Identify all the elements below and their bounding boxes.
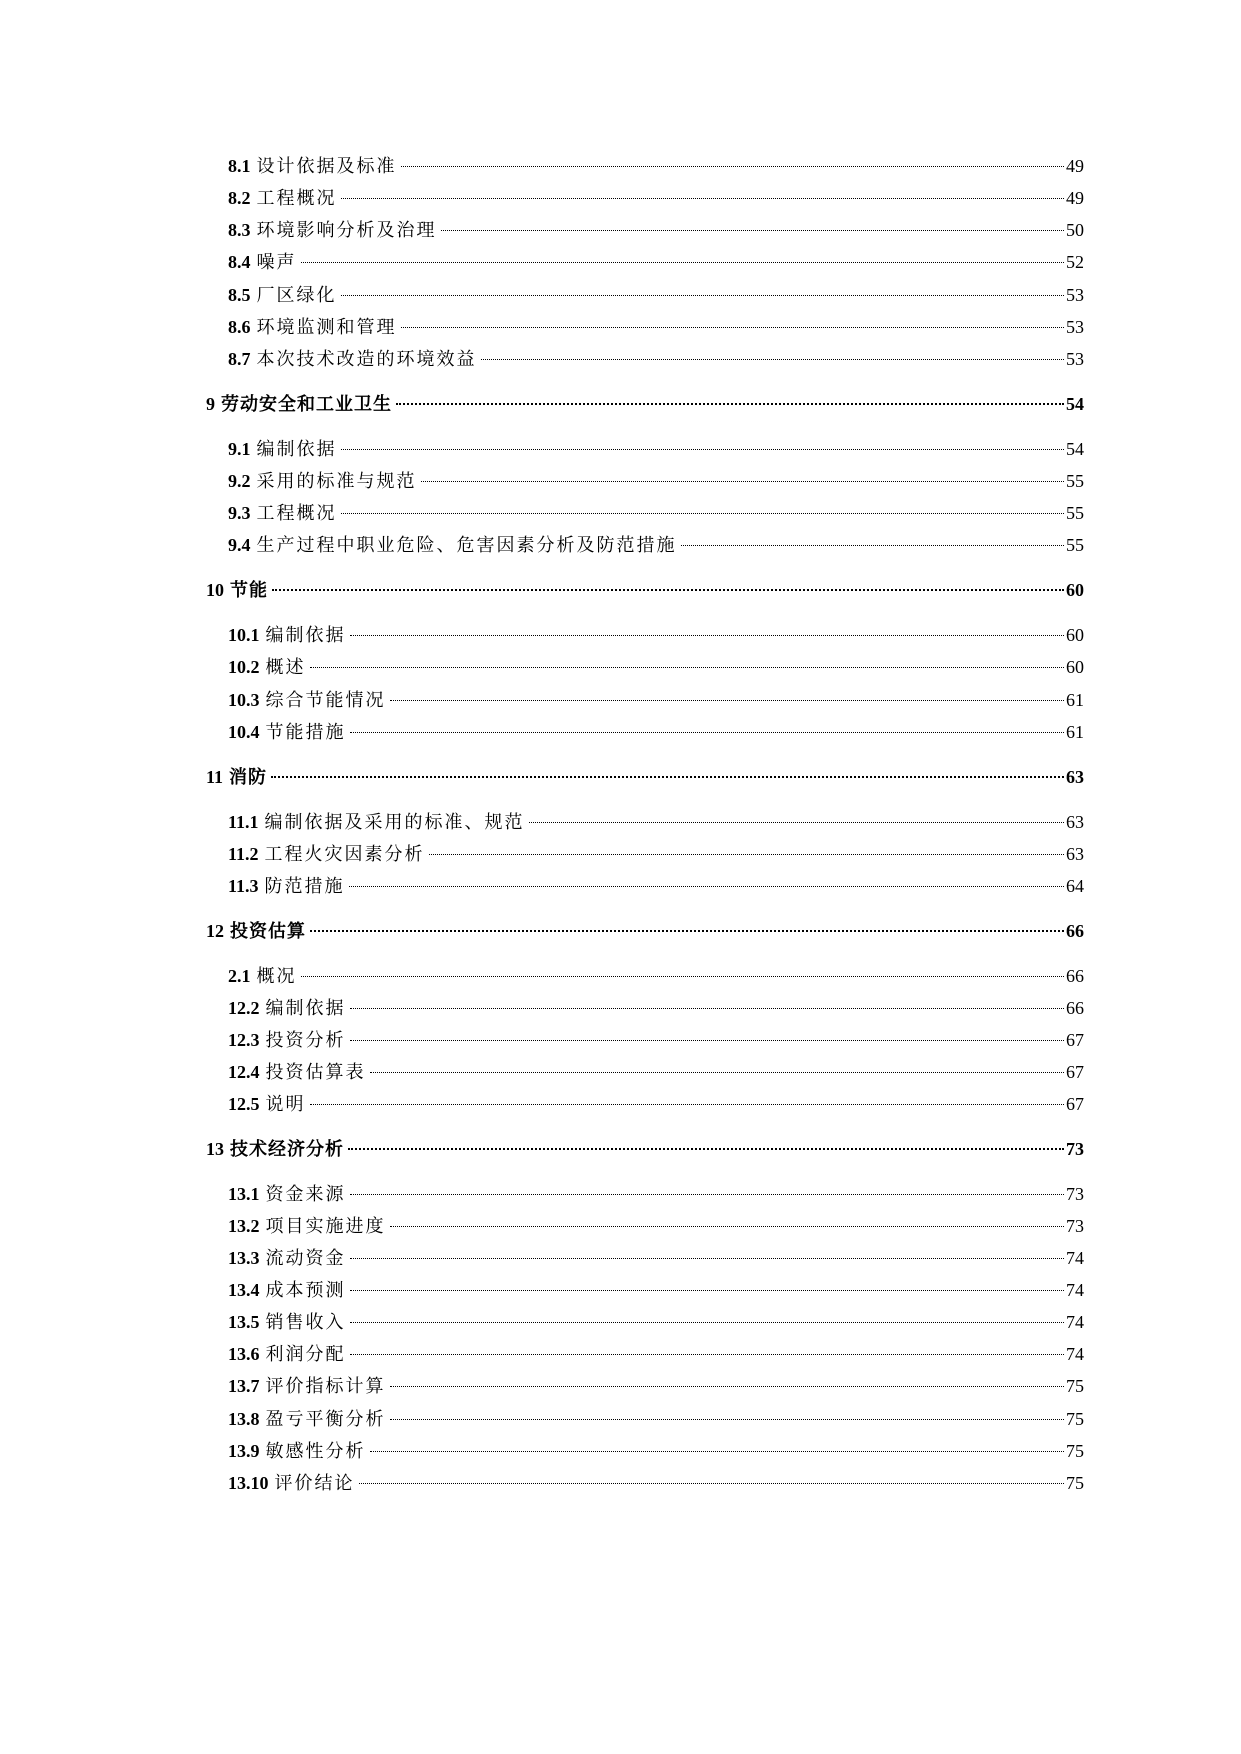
chapter-number: 9: [206, 394, 215, 414]
dot-leader: [271, 776, 1064, 778]
dot-leader: [341, 449, 1065, 450]
dot-leader: [370, 1072, 1065, 1073]
entry-page-number: 63: [1066, 844, 1084, 864]
toc-entry-12-4[interactable]: [228, 1058, 1084, 1086]
dot-leader: [350, 1008, 1065, 1009]
entry-number: 8.7: [228, 349, 251, 369]
entry-number: 9.1: [228, 439, 251, 459]
dot-leader: [350, 732, 1065, 733]
dot-leader: [481, 359, 1065, 360]
entry-page-number: 66: [1066, 998, 1084, 1018]
entry-title: 敏感性分析: [265, 1441, 366, 1462]
chapter-page-number: 60: [1066, 580, 1084, 600]
entry-number: 13.8: [228, 1409, 260, 1429]
toc-entry-13-10[interactable]: [228, 1469, 1084, 1497]
entry-page-number: 64: [1066, 876, 1084, 896]
dot-leader: [441, 230, 1065, 231]
entry-title: 编制依据: [256, 439, 337, 460]
entry-title: 销售收入: [265, 1312, 346, 1333]
entry-title: 利润分配: [265, 1344, 346, 1365]
dot-leader: [401, 327, 1065, 328]
entry-number: 13.1: [228, 1184, 260, 1204]
chapter-number: 10: [206, 580, 224, 600]
entry-title: 资金来源: [265, 1184, 346, 1205]
dot-leader: [401, 166, 1065, 167]
dot-leader: [349, 886, 1064, 887]
entry-title: 节能措施: [265, 722, 346, 743]
entry-number: 13.6: [228, 1344, 260, 1364]
dot-leader: [390, 1386, 1065, 1387]
entry-number: 8.6: [228, 317, 251, 337]
entry-page-number: 75: [1066, 1441, 1084, 1461]
entry-page-number: 53: [1066, 317, 1084, 337]
entry-page-number: 49: [1066, 188, 1084, 208]
toc-chapter-13[interactable]: [206, 1135, 1084, 1163]
dot-leader: [310, 930, 1064, 932]
entry-number: 8.5: [228, 285, 251, 305]
entry-page-number: 66: [1066, 966, 1084, 986]
entry-number: 13.9: [228, 1441, 260, 1461]
toc-chapter-9[interactable]: [206, 390, 1084, 418]
dot-leader: [359, 1483, 1065, 1484]
toc-entry-13-4[interactable]: [228, 1276, 1084, 1304]
toc-entry-13-5[interactable]: [228, 1308, 1084, 1336]
dot-leader: [350, 1322, 1065, 1323]
entry-page-number: 74: [1066, 1248, 1084, 1268]
dot-leader: [310, 667, 1065, 668]
toc-entry-13-8[interactable]: [228, 1405, 1084, 1433]
entry-title: 环境监测和管理: [256, 317, 397, 338]
entry-page-number: 73: [1066, 1184, 1084, 1204]
entry-number: 11.3: [228, 876, 259, 896]
entry-number: 8.2: [228, 188, 251, 208]
entry-page-number: 53: [1066, 285, 1084, 305]
toc-entry-10-2[interactable]: [228, 653, 1084, 681]
toc-entry-10-1[interactable]: [228, 621, 1084, 649]
dot-leader: [272, 589, 1064, 591]
entry-title: 成本预测: [265, 1280, 346, 1301]
toc-chapter-10[interactable]: [206, 576, 1084, 604]
entry-number: 13.4: [228, 1280, 260, 1300]
toc-entry-10-3[interactable]: [228, 686, 1084, 714]
entry-number: 8.4: [228, 252, 251, 272]
toc-entry-13-3[interactable]: [228, 1244, 1084, 1272]
toc-entry-8-1[interactable]: [228, 152, 1084, 180]
toc-entry-8-7[interactable]: [228, 345, 1084, 373]
toc-chapter-12[interactable]: [206, 917, 1084, 945]
chapter-title: 消防: [229, 767, 268, 788]
entry-page-number: 74: [1066, 1344, 1084, 1364]
entry-title: 工程概况: [256, 503, 337, 524]
dot-leader: [350, 1258, 1065, 1259]
entry-page-number: 50: [1066, 220, 1084, 240]
toc-entry-12-2[interactable]: [228, 994, 1084, 1022]
entry-title: 概述: [265, 657, 306, 678]
entry-page-number: 73: [1066, 1216, 1084, 1236]
toc-entry-8-3[interactable]: [228, 216, 1084, 244]
entry-number: 2.1: [228, 966, 251, 986]
toc-entry-13-1[interactable]: [228, 1180, 1084, 1208]
toc-entry-9-3[interactable]: [228, 499, 1084, 527]
toc-entry-8-2[interactable]: [228, 184, 1084, 212]
dot-leader: [396, 403, 1064, 405]
entry-number: 8.3: [228, 220, 251, 240]
toc-entry-9-1[interactable]: [228, 435, 1084, 463]
toc-entry-13-9[interactable]: [228, 1437, 1084, 1465]
dot-leader: [350, 1040, 1065, 1041]
entry-title: 编制依据: [265, 625, 346, 646]
toc-entry-13-7[interactable]: [228, 1372, 1084, 1400]
entry-page-number: 75: [1066, 1473, 1084, 1493]
dot-leader: [421, 481, 1065, 482]
entry-title: 投资估算表: [265, 1062, 366, 1083]
entry-title: 说明: [265, 1094, 306, 1115]
entry-number: 12.2: [228, 998, 260, 1018]
dot-leader: [341, 513, 1065, 514]
entry-page-number: 55: [1066, 471, 1084, 491]
entry-title: 工程概况: [256, 188, 337, 209]
toc-entry-8-6[interactable]: [228, 313, 1084, 341]
entry-title: 投资分析: [265, 1030, 346, 1051]
dot-leader: [681, 545, 1065, 546]
chapter-number: 13: [206, 1139, 224, 1159]
toc-entry-12-5[interactable]: [228, 1090, 1084, 1118]
entry-page-number: 52: [1066, 252, 1084, 272]
entry-title: 环境影响分析及治理: [256, 220, 437, 241]
entry-page-number: 75: [1066, 1376, 1084, 1396]
toc-entry-9-4[interactable]: [228, 531, 1084, 559]
entry-page-number: 61: [1066, 722, 1084, 742]
entry-number: 13.5: [228, 1312, 260, 1332]
dot-leader: [301, 262, 1065, 263]
entry-number: 10.3: [228, 690, 260, 710]
entry-number: 13.7: [228, 1376, 260, 1396]
entry-page-number: 74: [1066, 1280, 1084, 1300]
chapter-page-number: 54: [1066, 394, 1084, 414]
entry-page-number: 49: [1066, 156, 1084, 176]
entry-number: 11.2: [228, 844, 259, 864]
toc-entry-13-6[interactable]: [228, 1340, 1084, 1368]
entry-page-number: 55: [1066, 535, 1084, 555]
entry-page-number: 54: [1066, 439, 1084, 459]
toc-entry-13-2[interactable]: [228, 1212, 1084, 1240]
entry-page-number: 67: [1066, 1062, 1084, 1082]
dot-leader: [529, 822, 1064, 823]
entry-number: 10.2: [228, 657, 260, 677]
dot-leader: [350, 635, 1065, 636]
entry-title: 编制依据及采用的标准、规范: [264, 812, 525, 833]
entry-number: 13.2: [228, 1216, 260, 1236]
dot-leader: [390, 1226, 1065, 1227]
toc-entry-9-2[interactable]: [228, 467, 1084, 495]
entry-title: 厂区绿化: [256, 285, 337, 306]
chapter-title: 劳动安全和工业卫生: [221, 394, 392, 415]
toc-entry-8-4[interactable]: [228, 248, 1084, 276]
chapter-title: 投资估算: [230, 921, 306, 942]
entry-number: 12.5: [228, 1094, 260, 1114]
entry-title: 评价结论: [274, 1473, 355, 1494]
chapter-page-number: 66: [1066, 921, 1084, 941]
entry-title: 盈亏平衡分析: [265, 1409, 386, 1430]
entry-title: 编制依据: [265, 998, 346, 1019]
entry-title: 项目实施进度: [265, 1216, 386, 1237]
toc-entry-2-1[interactable]: [228, 962, 1084, 990]
dot-leader: [390, 1419, 1065, 1420]
entry-number: 9.2: [228, 471, 251, 491]
dot-leader: [350, 1194, 1065, 1195]
chapter-number: 11: [206, 767, 224, 787]
entry-number: 10.1: [228, 625, 260, 645]
toc-entry-11-2[interactable]: [228, 840, 1084, 868]
entry-page-number: 74: [1066, 1312, 1084, 1332]
entry-page-number: 55: [1066, 503, 1084, 523]
chapter-number: 12: [206, 921, 224, 941]
entry-title: 生产过程中职业危险、危害因素分析及防范措施: [256, 535, 677, 556]
toc-entry-11-1[interactable]: [228, 808, 1084, 836]
dot-leader: [350, 1290, 1065, 1291]
entry-page-number: 67: [1066, 1094, 1084, 1114]
entry-number: 12.3: [228, 1030, 260, 1050]
entry-title: 本次技术改造的环境效益: [256, 349, 477, 370]
chapter-title: 技术经济分析: [230, 1139, 344, 1160]
entry-page-number: 67: [1066, 1030, 1084, 1050]
dot-leader: [370, 1451, 1065, 1452]
entry-page-number: 53: [1066, 349, 1084, 369]
entry-number: 12.4: [228, 1062, 260, 1082]
entry-title: 设计依据及标准: [256, 156, 397, 177]
dot-leader: [310, 1104, 1065, 1105]
chapter-title: 节能: [230, 580, 268, 601]
toc-entry-8-5[interactable]: [228, 281, 1084, 309]
toc-entry-10-4[interactable]: [228, 718, 1084, 746]
toc-chapter-11[interactable]: [206, 763, 1084, 791]
entry-number: 9.3: [228, 503, 251, 523]
chapter-page-number: 73: [1066, 1139, 1084, 1159]
dot-leader: [301, 976, 1065, 977]
dot-leader: [348, 1148, 1064, 1150]
entry-number: 9.4: [228, 535, 251, 555]
dot-leader: [350, 1354, 1065, 1355]
entry-title: 防范措施: [264, 876, 345, 897]
entry-number: 13.10: [228, 1473, 269, 1493]
entry-title: 噪声: [256, 252, 297, 273]
entry-page-number: 60: [1066, 625, 1084, 645]
chapter-page-number: 63: [1066, 767, 1084, 787]
entry-title: 评价指标计算: [265, 1376, 386, 1397]
entry-page-number: 60: [1066, 657, 1084, 677]
entry-number: 8.1: [228, 156, 251, 176]
entry-title: 概况: [256, 966, 297, 987]
dot-leader: [429, 854, 1064, 855]
toc-entry-11-3[interactable]: [228, 872, 1084, 900]
entry-page-number: 75: [1066, 1409, 1084, 1429]
entry-number: 10.4: [228, 722, 260, 742]
entry-page-number: 63: [1066, 812, 1084, 832]
entry-title: 综合节能情况: [265, 690, 386, 711]
entry-title: 采用的标准与规范: [256, 471, 417, 492]
toc-entry-12-3[interactable]: [228, 1026, 1084, 1054]
entry-number: 11.1: [228, 812, 259, 832]
entry-title: 流动资金: [265, 1248, 346, 1269]
dot-leader: [341, 198, 1065, 199]
entry-page-number: 61: [1066, 690, 1084, 710]
entry-number: 13.3: [228, 1248, 260, 1268]
dot-leader: [390, 700, 1065, 701]
dot-leader: [341, 295, 1065, 296]
entry-title: 工程火灾因素分析: [264, 844, 425, 865]
